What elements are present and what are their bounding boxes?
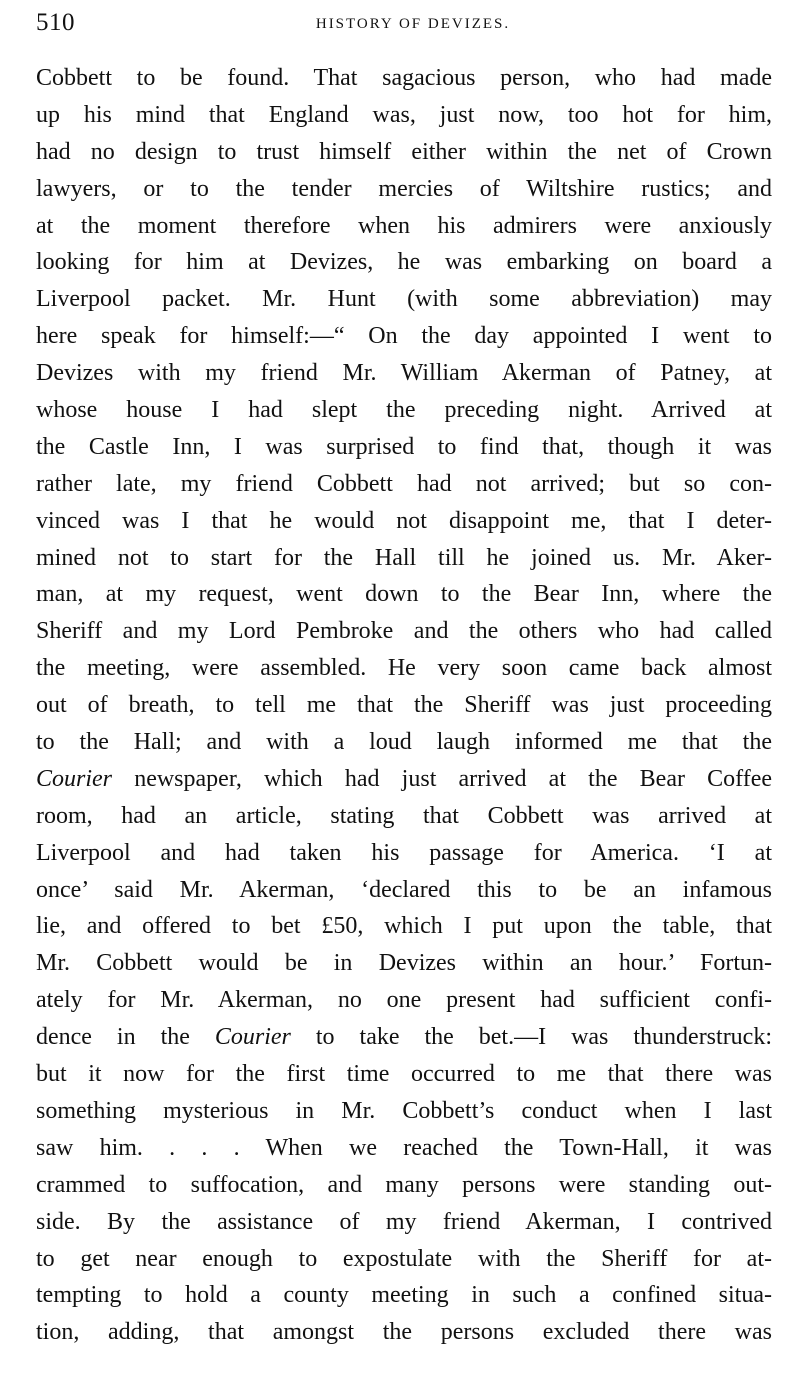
text-segment: out of breath, to tell me that the Sheriff was just proceeding xyxy=(36,692,772,719)
text-line xyxy=(36,835,772,872)
text-line xyxy=(36,1314,772,1351)
text-segment: Mr. Cobbett would be in Devizes within an hour.’ Fortun- xyxy=(36,950,772,977)
text-segment: lawyers, or to the tender mercies of Wiltshire rustics; and xyxy=(36,175,772,202)
text-line xyxy=(36,1019,772,1056)
text-segment: Devizes with my friend Mr. William Akerman of Patney, at xyxy=(36,360,772,387)
text-line xyxy=(36,392,772,429)
text-segment: crammed to suffocation, and many persons were standing out- xyxy=(36,1171,772,1198)
text-line xyxy=(36,244,772,281)
text-line xyxy=(36,97,772,134)
text-segment: something mysterious in Mr. Cobbett’s conduct when I last xyxy=(36,1097,772,1124)
text-segment: Liverpool and had taken his passage for America. ‘I at xyxy=(36,839,772,866)
text-segment: up his mind that England was, just now, too hot for him, xyxy=(36,101,772,128)
text-line xyxy=(36,503,772,540)
page-number: 510 xyxy=(36,9,75,36)
text-line xyxy=(36,761,772,798)
text-segment: Cobbett to be found. That sagacious person, who had made xyxy=(36,65,772,91)
text-line xyxy=(36,576,772,613)
text-segment: the meeting, were assembled. He very soon came back almost xyxy=(36,655,772,682)
text-line xyxy=(36,429,772,466)
text-line xyxy=(36,1056,772,1093)
text-line xyxy=(36,1204,772,1241)
text-segment: the Castle Inn, I was surprised to find that, though it was xyxy=(36,433,772,460)
text-segment: lie, and offered to bet £50, which I put upon the table, that xyxy=(36,913,772,940)
running-head: HISTORY OF DEVIZES. xyxy=(315,16,511,32)
text-segment: side. By the assistance of my friend Akerman, I contrived xyxy=(36,1208,772,1235)
text-segment: here speak for himself:—“ On the day appointed I went to xyxy=(36,323,772,350)
text-line xyxy=(36,134,772,171)
text-line xyxy=(36,1093,772,1130)
text-line xyxy=(36,982,772,1019)
text-line xyxy=(36,650,772,687)
text-segment: had no design to trust himself either within the net of Crown xyxy=(36,138,772,165)
text-segment: at the moment therefore when his admirers were anxiously xyxy=(36,212,772,239)
italic-title: Courier xyxy=(36,765,113,792)
text-segment: ately for Mr. Akerman, no one present had sufficient confi- xyxy=(36,987,772,1014)
body-text xyxy=(36,60,772,1351)
text-line xyxy=(36,908,772,945)
text-segment: newspaper, which had just arrived at the Bear Coffee xyxy=(112,765,772,792)
text-segment: dence in the xyxy=(36,1024,215,1051)
text-segment: whose house I had slept the preceding night. Arrived at xyxy=(36,397,772,424)
page-header xyxy=(36,4,770,44)
text-segment: man, at my request, went down to the Bear Inn, where the xyxy=(36,581,772,608)
text-line xyxy=(36,687,772,724)
text-segment: looking for him at Devizes, he was embarking on board a xyxy=(36,249,772,276)
text-line xyxy=(36,355,772,392)
text-segment: once’ said Mr. Akerman, ‘declared this to be an infamous xyxy=(36,876,772,903)
text-segment: rather late, my friend Cobbett had not arrived; but so con- xyxy=(36,470,772,497)
text-segment: to get near enough to expostulate with the Sheriff for at- xyxy=(36,1245,772,1272)
italic-title: Courier xyxy=(214,1024,291,1051)
text-line xyxy=(36,540,772,577)
text-segment: mined not to start for the Hall till he joined us. Mr. Aker- xyxy=(36,544,772,571)
text-segment: to take the bet.—I was thunderstruck: xyxy=(290,1024,773,1051)
text-segment: room, had an article, stating that Cobbett was arrived at xyxy=(36,802,772,829)
text-line xyxy=(36,798,772,835)
text-segment: tempting to hold a county meeting in such a confined situa- xyxy=(36,1282,772,1309)
text-segment: to the Hall; and with a loud laugh informed me that the xyxy=(36,729,772,756)
text-segment: saw him. . . . When we reached the Town-Hall, it was xyxy=(36,1134,772,1161)
text-line xyxy=(36,1277,772,1314)
text-segment: Liverpool packet. Mr. Hunt (with some abbreviation) may xyxy=(36,286,772,313)
text-line xyxy=(36,613,772,650)
text-line xyxy=(36,466,772,503)
text-line xyxy=(36,1130,772,1167)
text-line xyxy=(36,171,772,208)
text-line xyxy=(36,872,772,909)
text-segment: vinced was I that he would not disappoint me, that I deter- xyxy=(36,507,772,534)
text-segment: Sheriff and my Lord Pembroke and the others who had called xyxy=(36,618,772,645)
text-segment: but it now for the first time occurred to me that there was xyxy=(36,1061,772,1088)
text-line xyxy=(36,208,772,245)
text-line xyxy=(36,724,772,761)
text-line xyxy=(36,281,772,318)
text-line xyxy=(36,60,772,97)
text-segment: tion, adding, that amongst the persons excluded there was xyxy=(36,1319,772,1346)
text-line xyxy=(36,318,772,355)
text-line xyxy=(36,945,772,982)
text-line xyxy=(36,1167,772,1204)
text-line xyxy=(36,1241,772,1278)
